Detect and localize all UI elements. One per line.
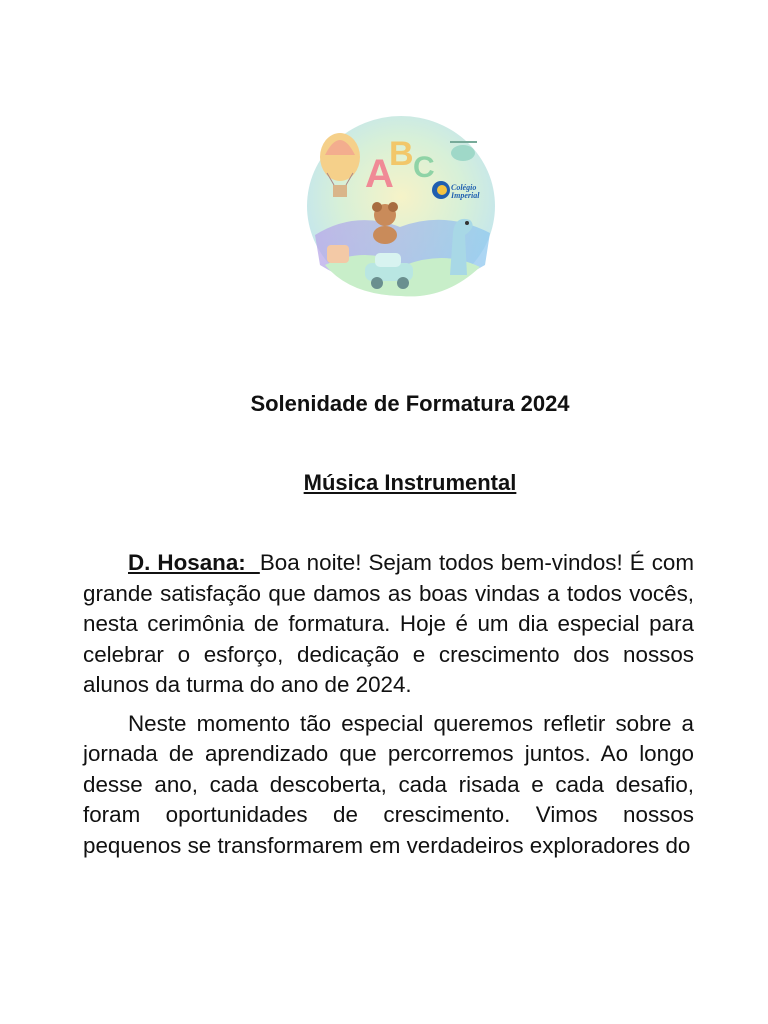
paragraph-text: Boa noite! Sejam todos bem-vindos! É com grande satisfação que damos as boas vindas a todos vocês, nesta cerimônia de formatura. Hoje é um dia especial para celebrar o esforço, dedicação e crescimento dos nossos alunos da turma do ano de 2024. [83, 550, 694, 697]
paragraph-text: Neste momento tão especial queremos refletir sobre a jornada de aprendizado que percorremos juntos. Ao longo desse ano, cada descoberta, cada risada e cada desafio, foram oportunidades de crescimento. Vimos nossos pequenos se transformarem em verdadeiros exploradores do [83, 710, 694, 858]
paragraph-welcome [83, 548, 694, 701]
speaker-name: D. Hosana: [128, 550, 260, 575]
document-body [83, 548, 694, 861]
logo-letter-a: A [365, 152, 394, 196]
paragraph-reflection [83, 709, 694, 862]
school-logo [305, 115, 498, 298]
logo-school-line1: Colégio [451, 183, 477, 192]
logo-letter-b: B [389, 135, 414, 173]
document-title: Solenidade de Formatura 2024 [250, 391, 570, 416]
document-subtitle: Música Instrumental [303, 470, 517, 495]
logo-letter-c: C [413, 151, 435, 184]
logo-school-line2: Imperial [451, 191, 480, 200]
